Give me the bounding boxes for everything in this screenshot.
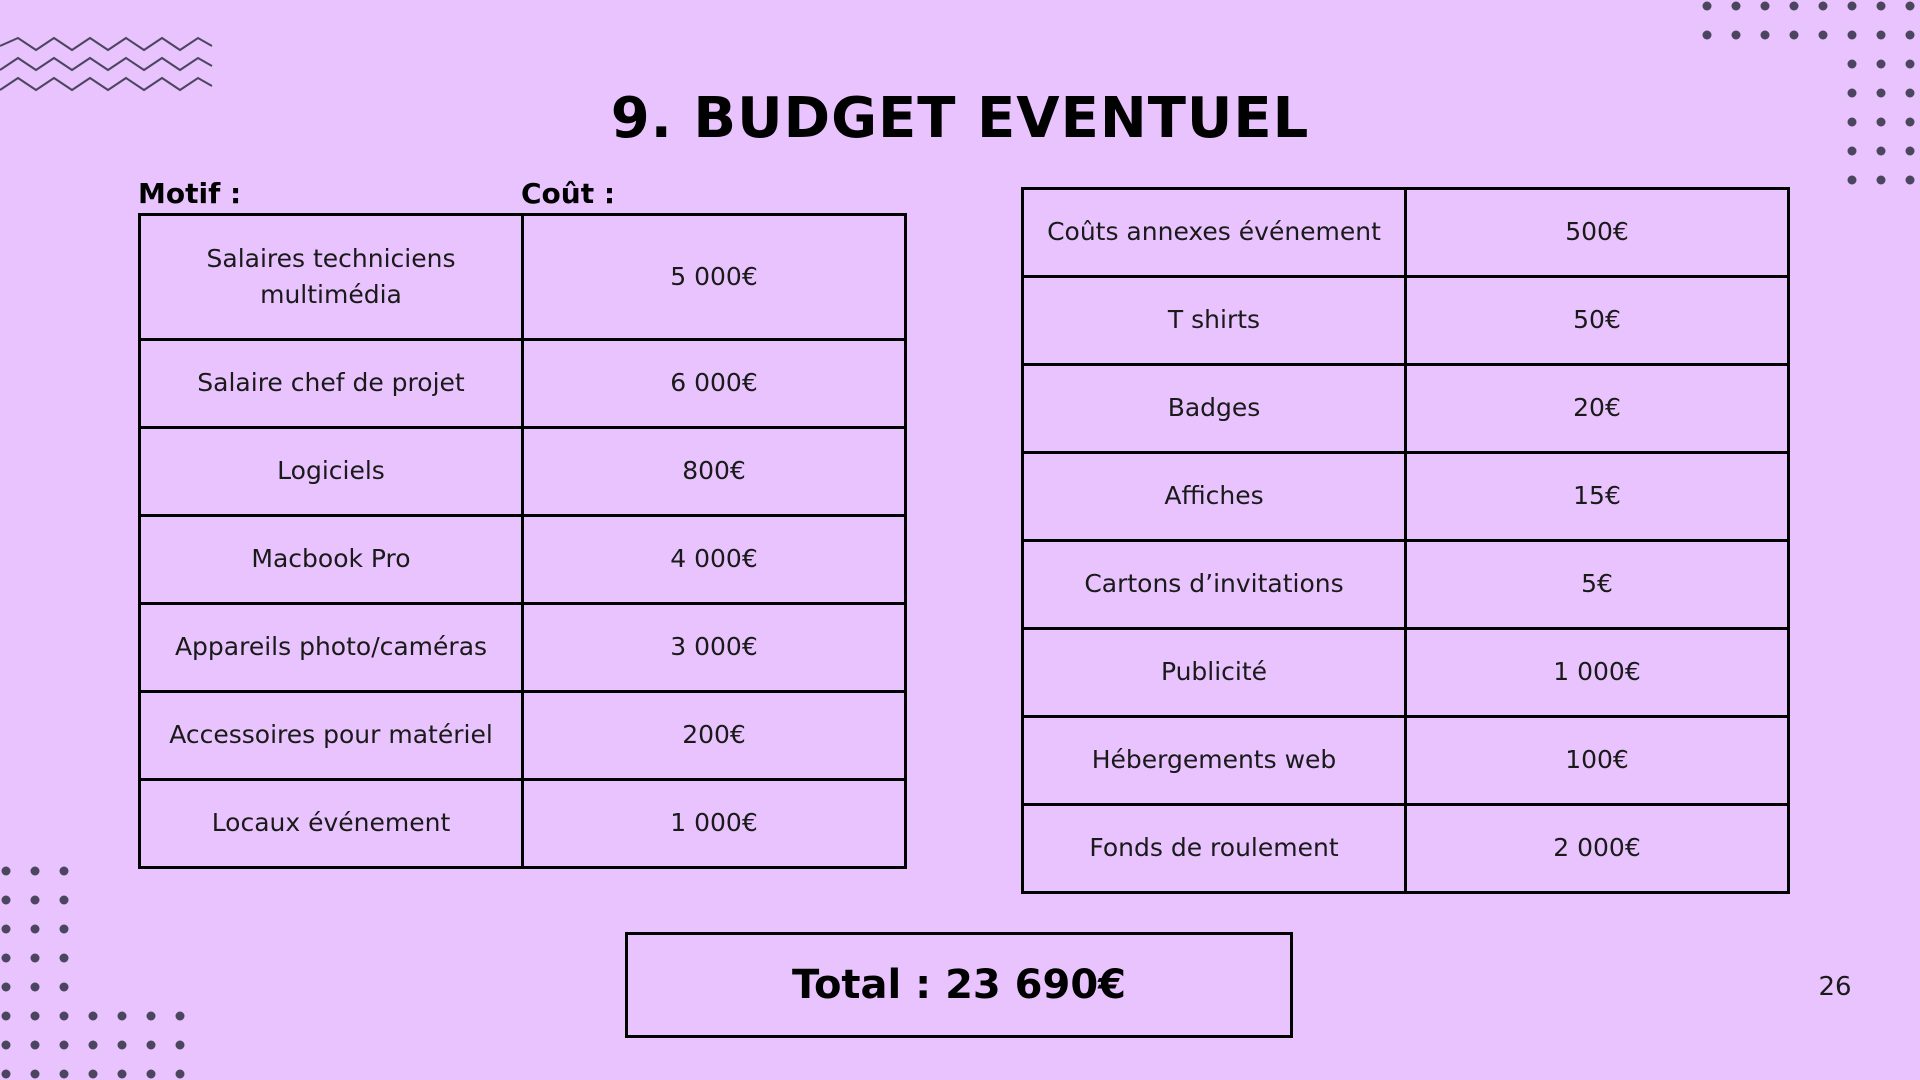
motif-cell: Cartons d’invitations [1023, 541, 1406, 629]
decor-dot [2, 1012, 11, 1021]
decor-dot [2, 925, 11, 934]
decor-dot [1790, 31, 1799, 40]
cout-cell: 15€ [1406, 453, 1789, 541]
decor-dot [1761, 31, 1770, 40]
decor-dot [1848, 176, 1857, 185]
motif-cell: Fonds de roulement [1023, 805, 1406, 893]
decor-dot [1819, 31, 1828, 40]
motif-cell: Appareils photo/caméras [140, 604, 523, 692]
cout-cell: 5€ [1406, 541, 1789, 629]
decor-dot [1732, 2, 1741, 11]
decor-dot [60, 867, 69, 876]
cout-cell: 500€ [1406, 189, 1789, 277]
motif-cell: Badges [1023, 365, 1406, 453]
table-row [1023, 629, 1789, 717]
decor-dot [176, 1041, 185, 1050]
decor-dot [31, 1070, 40, 1079]
table-row [1023, 805, 1789, 893]
table-row [1023, 453, 1789, 541]
decor-dot [1877, 176, 1886, 185]
decor-dot [89, 1012, 98, 1021]
decor-dot [1877, 2, 1886, 11]
decor-dot [1732, 31, 1741, 40]
decor-dot [31, 983, 40, 992]
cout-cell: 100€ [1406, 717, 1789, 805]
decor-dot [1906, 31, 1915, 40]
table-row [1023, 189, 1789, 277]
decor-dot [89, 1041, 98, 1050]
motif-cell: T shirts [1023, 277, 1406, 365]
table-row [1023, 365, 1789, 453]
cout-header: Coût : [521, 177, 616, 210]
decor-dot [31, 954, 40, 963]
decor-dot [60, 1041, 69, 1050]
table-row [140, 780, 906, 868]
decor-dot [1877, 60, 1886, 69]
decor-dot [60, 954, 69, 963]
table-row [1023, 541, 1789, 629]
page-title: 9. BUDGET EVENTUEL [610, 86, 1310, 151]
decor-dot [147, 1070, 156, 1079]
cout-cell: 2 000€ [1406, 805, 1789, 893]
decor-dot [31, 1012, 40, 1021]
decor-dot [2, 954, 11, 963]
motif-cell: Affiches [1023, 453, 1406, 541]
motif-cell: Salaire chef de projet [140, 340, 523, 428]
decor-dot [176, 1070, 185, 1079]
decor-dot [1848, 31, 1857, 40]
cout-cell: 50€ [1406, 277, 1789, 365]
decor-dot [1906, 2, 1915, 11]
decor-dot [147, 1041, 156, 1050]
table-row [1023, 277, 1789, 365]
decor-dot [118, 1070, 127, 1079]
table-row [140, 340, 906, 428]
cout-cell: 20€ [1406, 365, 1789, 453]
decor-dot [1848, 2, 1857, 11]
cout-cell: 1 000€ [523, 780, 906, 868]
decor-dot [176, 1012, 185, 1021]
decor-dot [1906, 176, 1915, 185]
decor-dot [60, 1070, 69, 1079]
budget-table-left [138, 213, 907, 869]
decor-dot [1906, 60, 1915, 69]
motif-cell: Macbook Pro [140, 516, 523, 604]
table-row [140, 215, 906, 340]
decor-dot [89, 1070, 98, 1079]
cout-cell: 4 000€ [523, 516, 906, 604]
page-number: 26 [1818, 972, 1852, 1002]
motif-cell: Logiciels [140, 428, 523, 516]
total-label: Total : 23 690€ [791, 962, 1127, 1008]
total-box [625, 932, 1293, 1038]
decor-dot [31, 867, 40, 876]
cout-cell: 200€ [523, 692, 906, 780]
decor-dot [31, 896, 40, 905]
decor-dot [31, 925, 40, 934]
decor-dot [60, 1012, 69, 1021]
budget-table-right [1021, 187, 1790, 894]
motif-cell: Hébergements web [1023, 717, 1406, 805]
decor-dot [147, 1012, 156, 1021]
decor-dot [1848, 60, 1857, 69]
table-row [140, 604, 906, 692]
decor-dot [60, 983, 69, 992]
motif-header: Motif : [138, 177, 242, 210]
decor-dot [60, 896, 69, 905]
motif-cell: Publicité [1023, 629, 1406, 717]
table-row [140, 692, 906, 780]
decor-dot [2, 867, 11, 876]
motif-cell: Accessoires pour matériel [140, 692, 523, 780]
decor-dot [118, 1041, 127, 1050]
decor-dot [1761, 2, 1770, 11]
cout-cell: 3 000€ [523, 604, 906, 692]
decor-dot [1819, 2, 1828, 11]
decor-dot [2, 983, 11, 992]
table-row [140, 516, 906, 604]
table-row [140, 428, 906, 516]
decor-dot [1703, 2, 1712, 11]
motif-cell: Locaux événement [140, 780, 523, 868]
cout-cell: 800€ [523, 428, 906, 516]
decor-dot [1703, 31, 1712, 40]
cout-cell: 6 000€ [523, 340, 906, 428]
motif-cell: Salaires techniciens multimédia [140, 215, 523, 340]
decor-dot [118, 1012, 127, 1021]
decor-dot [2, 1041, 11, 1050]
motif-cell: Coûts annexes événement [1023, 189, 1406, 277]
cout-cell: 5 000€ [523, 215, 906, 340]
decor-dot [1877, 31, 1886, 40]
decor-dot [2, 1070, 11, 1079]
cout-cell: 1 000€ [1406, 629, 1789, 717]
decor-dot [2, 896, 11, 905]
decor-dot [60, 925, 69, 934]
table-row [1023, 717, 1789, 805]
dot-grid-bottom-left [0, 860, 220, 1080]
decor-dot [1790, 2, 1799, 11]
decor-dot [31, 1041, 40, 1050]
